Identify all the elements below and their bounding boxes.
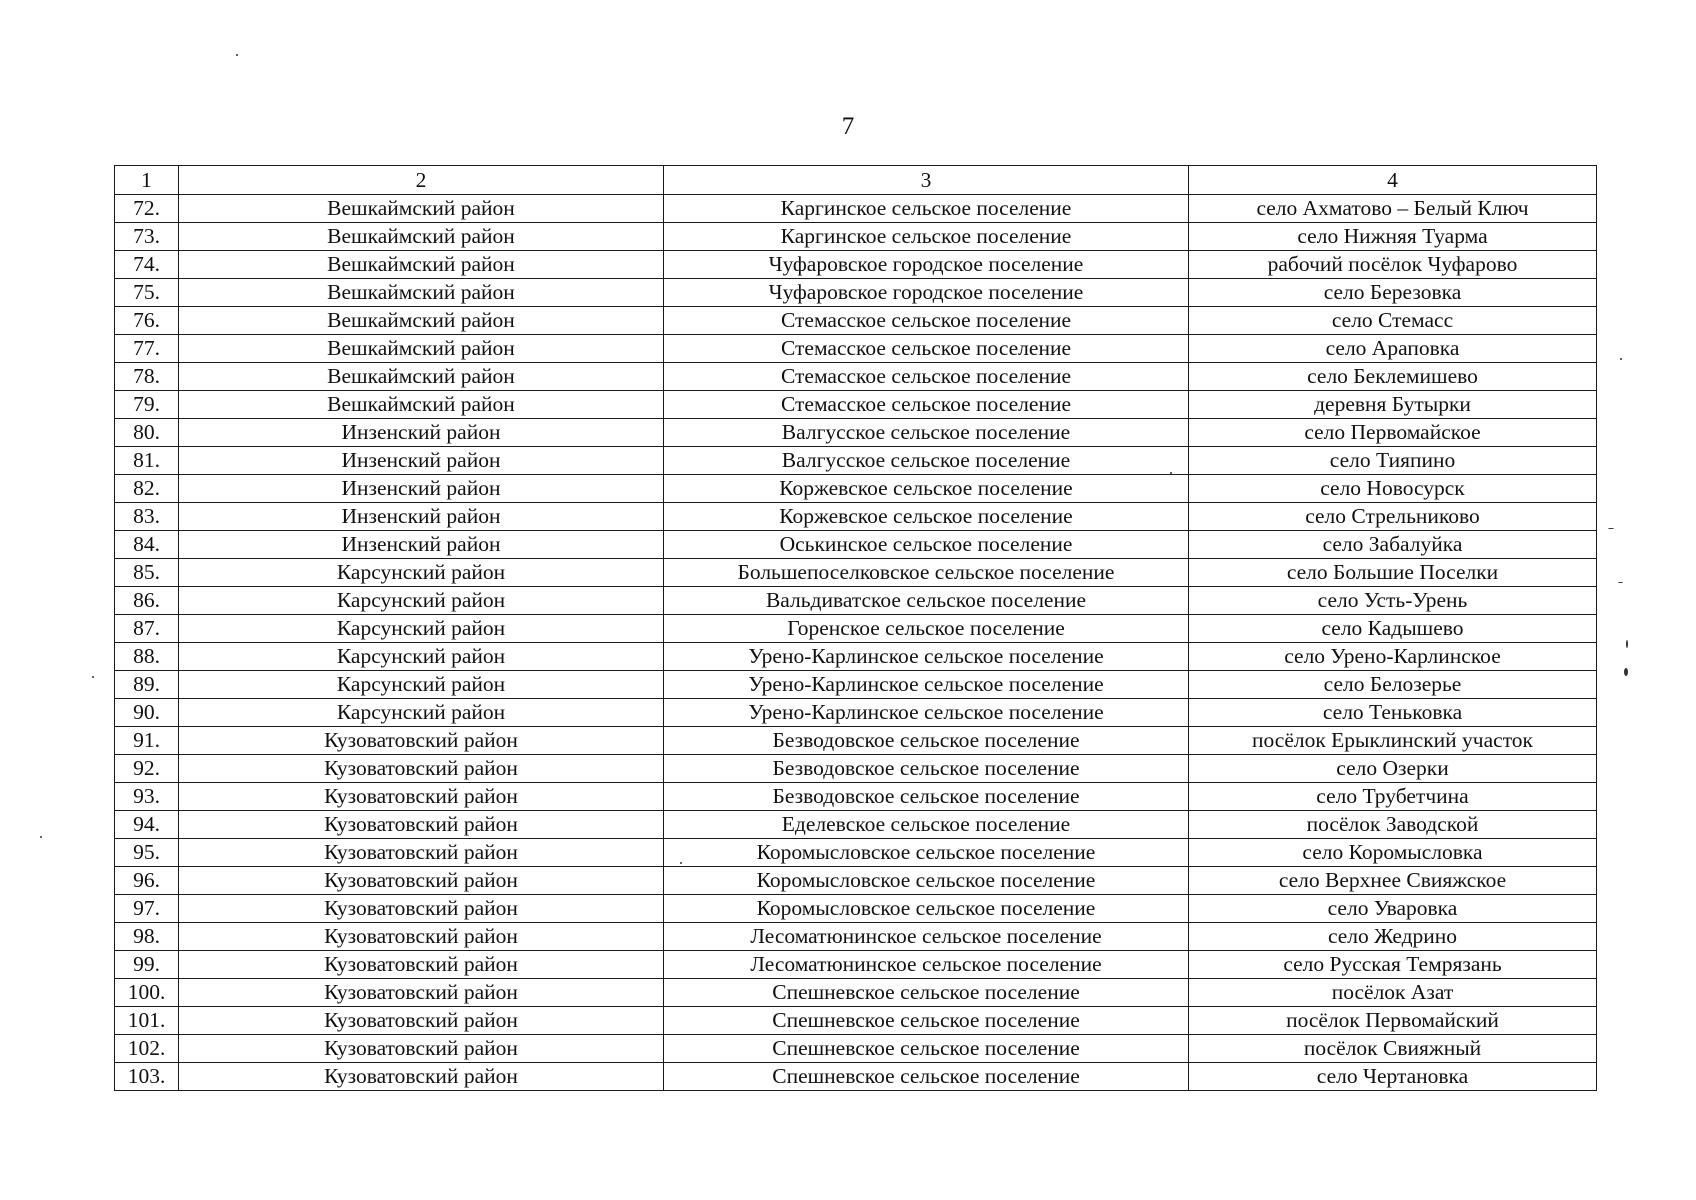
- locality-cell: село Урено-Карлинское: [1189, 643, 1597, 671]
- table-row: [115, 923, 1597, 951]
- settlement-cell: Безводовское сельское поселение: [664, 783, 1189, 811]
- district-cell: Инзенский район: [179, 475, 664, 503]
- district-cell: Инзенский район: [179, 503, 664, 531]
- table-row: [115, 587, 1597, 615]
- settlement-cell: Большепоселковское сельское поселение: [664, 559, 1189, 587]
- table-row: [115, 699, 1597, 727]
- locality-cell: село Теньковка: [1189, 699, 1597, 727]
- settlement-cell: Коромысловское сельское поселение: [664, 867, 1189, 895]
- table-row: [115, 195, 1597, 223]
- locality-cell: село Белозерье: [1189, 671, 1597, 699]
- row-number-cell: 95.: [115, 839, 179, 867]
- district-cell: Кузоватовский район: [179, 811, 664, 839]
- row-number-cell: 73.: [115, 223, 179, 251]
- district-cell: Вешкаймский район: [179, 363, 664, 391]
- settlement-cell: Каргинское сельское поселение: [664, 223, 1189, 251]
- locality-cell: село Ахматово – Белый Ключ: [1189, 195, 1597, 223]
- district-cell: Карсунский район: [179, 559, 664, 587]
- settlement-cell: Урено-Карлинское сельское поселение: [664, 643, 1189, 671]
- locality-cell: село Стемасс: [1189, 307, 1597, 335]
- row-number-cell: 83.: [115, 503, 179, 531]
- row-number-cell: 92.: [115, 755, 179, 783]
- settlement-cell: Коржевское сельское поселение: [664, 475, 1189, 503]
- scan-speck: [1618, 582, 1623, 583]
- district-cell: Кузоватовский район: [179, 727, 664, 755]
- settlement-cell: Валгусское сельское поселение: [664, 447, 1189, 475]
- locality-cell: село Кадышево: [1189, 615, 1597, 643]
- row-number-cell: 99.: [115, 951, 179, 979]
- settlement-cell: Еделевское сельское поселение: [664, 811, 1189, 839]
- district-cell: Вешкаймский район: [179, 391, 664, 419]
- district-cell: Инзенский район: [179, 531, 664, 559]
- settlement-cell: Горенское сельское поселение: [664, 615, 1189, 643]
- locality-cell: деревня Бутырки: [1189, 391, 1597, 419]
- settlement-cell: Спешневское сельское поселение: [664, 1007, 1189, 1035]
- table-row: [115, 251, 1597, 279]
- table-row: [115, 1063, 1597, 1091]
- row-number-cell: 101.: [115, 1007, 179, 1035]
- row-number-cell: 88.: [115, 643, 179, 671]
- locality-cell: село Араповка: [1189, 335, 1597, 363]
- header-cell-4: 4: [1189, 166, 1597, 195]
- locality-cell: село Беклемишево: [1189, 363, 1597, 391]
- settlement-cell: Чуфаровское городское поселение: [664, 279, 1189, 307]
- table-row: [115, 419, 1597, 447]
- locality-cell: село Забалуйка: [1189, 531, 1597, 559]
- table-row: [115, 811, 1597, 839]
- row-number-cell: 97.: [115, 895, 179, 923]
- table-row: [115, 447, 1597, 475]
- header-cell-2: 2: [179, 166, 664, 195]
- locality-cell: село Березовка: [1189, 279, 1597, 307]
- row-number-cell: 78.: [115, 363, 179, 391]
- district-cell: Кузоватовский район: [179, 951, 664, 979]
- district-cell: Кузоватовский район: [179, 867, 664, 895]
- district-cell: Кузоватовский район: [179, 755, 664, 783]
- district-cell: Кузоватовский район: [179, 839, 664, 867]
- district-cell: Кузоватовский район: [179, 1063, 664, 1091]
- locality-cell: посёлок Свияжный: [1189, 1035, 1597, 1063]
- scan-speck: [1170, 472, 1172, 474]
- district-cell: Кузоватовский район: [179, 1035, 664, 1063]
- row-number-cell: 82.: [115, 475, 179, 503]
- settlement-cell: Безводовское сельское поселение: [664, 755, 1189, 783]
- locality-cell: село Первомайское: [1189, 419, 1597, 447]
- locality-cell: село Новосурск: [1189, 475, 1597, 503]
- row-number-cell: 77.: [115, 335, 179, 363]
- locality-cell: село Верхнее Свияжское: [1189, 867, 1597, 895]
- row-number-cell: 74.: [115, 251, 179, 279]
- locality-cell: село Уваровка: [1189, 895, 1597, 923]
- locality-cell: рабочий посёлок Чуфарово: [1189, 251, 1597, 279]
- table-row: [115, 727, 1597, 755]
- locality-cell: село Жедрино: [1189, 923, 1597, 951]
- settlement-cell: Урено-Карлинское сельское поселение: [664, 671, 1189, 699]
- settlement-cell: Спешневское сельское поселение: [664, 1063, 1189, 1091]
- settlement-cell: Каргинское сельское поселение: [664, 195, 1189, 223]
- table-row: [115, 531, 1597, 559]
- settlement-cell: Стемасское сельское поселение: [664, 335, 1189, 363]
- settlement-cell: Лесоматюнинское сельское поселение: [664, 923, 1189, 951]
- table-row: [115, 1007, 1597, 1035]
- scan-speck: [92, 676, 94, 678]
- settlement-cell: Стемасское сельское поселение: [664, 391, 1189, 419]
- table-body: [115, 195, 1597, 1091]
- district-cell: Инзенский район: [179, 419, 664, 447]
- scan-speck: [680, 862, 682, 864]
- row-number-cell: 80.: [115, 419, 179, 447]
- locality-cell: село Русская Темрязань: [1189, 951, 1597, 979]
- row-number-cell: 75.: [115, 279, 179, 307]
- header-row: [115, 166, 1597, 195]
- header-cell-1: 1: [115, 166, 179, 195]
- settlement-cell: Спешневское сельское поселение: [664, 1035, 1189, 1063]
- table-row: [115, 363, 1597, 391]
- locality-cell: посёлок Азат: [1189, 979, 1597, 1007]
- settlement-cell: Коромысловское сельское поселение: [664, 895, 1189, 923]
- district-cell: Кузоватовский район: [179, 923, 664, 951]
- locality-cell: посёлок Первомайский: [1189, 1007, 1597, 1035]
- row-number-cell: 76.: [115, 307, 179, 335]
- table-row: [115, 307, 1597, 335]
- table-row: [115, 951, 1597, 979]
- settlement-cell: Стемасское сельское поселение: [664, 363, 1189, 391]
- district-cell: Кузоватовский район: [179, 783, 664, 811]
- table-row: [115, 979, 1597, 1007]
- settlement-cell: Урено-Карлинское сельское поселение: [664, 699, 1189, 727]
- scan-speck: [1608, 528, 1614, 529]
- row-number-cell: 100.: [115, 979, 179, 1007]
- district-cell: Инзенский район: [179, 447, 664, 475]
- locality-cell: село Чертановка: [1189, 1063, 1597, 1091]
- district-cell: Кузоватовский район: [179, 895, 664, 923]
- settlement-cell: Чуфаровское городское поселение: [664, 251, 1189, 279]
- district-cell: Вешкаймский район: [179, 279, 664, 307]
- district-cell: Вешкаймский район: [179, 307, 664, 335]
- locality-cell: село Стрельниково: [1189, 503, 1597, 531]
- settlement-cell: Спешневское сельское поселение: [664, 979, 1189, 1007]
- row-number-cell: 102.: [115, 1035, 179, 1063]
- row-number-cell: 79.: [115, 391, 179, 419]
- settlement-cell: Вальдиватское сельское поселение: [664, 587, 1189, 615]
- row-number-cell: 86.: [115, 587, 179, 615]
- scan-speck: [1626, 640, 1628, 648]
- table-row: [115, 391, 1597, 419]
- locality-cell: посёлок Ерыклинский участок: [1189, 727, 1597, 755]
- district-cell: Карсунский район: [179, 671, 664, 699]
- settlement-cell: Коромысловское сельское поселение: [664, 839, 1189, 867]
- table-row: [115, 755, 1597, 783]
- row-number-cell: 94.: [115, 811, 179, 839]
- table-row: [115, 1035, 1597, 1063]
- row-number-cell: 91.: [115, 727, 179, 755]
- locality-cell: село Нижняя Туарма: [1189, 223, 1597, 251]
- table-row: [115, 475, 1597, 503]
- row-number-cell: 93.: [115, 783, 179, 811]
- row-number-cell: 72.: [115, 195, 179, 223]
- settlement-cell: Валгусское сельское поселение: [664, 419, 1189, 447]
- locality-cell: село Озерки: [1189, 755, 1597, 783]
- row-number-cell: 81.: [115, 447, 179, 475]
- district-cell: Вешкаймский район: [179, 195, 664, 223]
- table-row: [115, 867, 1597, 895]
- row-number-cell: 84.: [115, 531, 179, 559]
- district-cell: Кузоватовский район: [179, 1007, 664, 1035]
- scan-speck: [1620, 358, 1622, 360]
- district-cell: Кузоватовский район: [179, 979, 664, 1007]
- row-number-cell: 98.: [115, 923, 179, 951]
- district-cell: Карсунский район: [179, 615, 664, 643]
- locality-cell: село Трубетчина: [1189, 783, 1597, 811]
- district-cell: Карсунский район: [179, 587, 664, 615]
- table-row: [115, 643, 1597, 671]
- locality-cell: посёлок Заводской: [1189, 811, 1597, 839]
- table-row: [115, 895, 1597, 923]
- scan-speck: [1624, 668, 1628, 676]
- table-row: [115, 615, 1597, 643]
- locality-cell: село Тияпино: [1189, 447, 1597, 475]
- row-number-cell: 96.: [115, 867, 179, 895]
- settlement-cell: Стемасское сельское поселение: [664, 307, 1189, 335]
- table-row: [115, 279, 1597, 307]
- settlement-cell: Оськинское сельское поселение: [664, 531, 1189, 559]
- locality-cell: село Усть-Урень: [1189, 587, 1597, 615]
- settlement-cell: Лесоматюнинское сельское поселение: [664, 951, 1189, 979]
- table-row: [115, 671, 1597, 699]
- district-cell: Вешкаймский район: [179, 251, 664, 279]
- table-row: [115, 335, 1597, 363]
- table-row: [115, 559, 1597, 587]
- table-header: [115, 166, 1597, 195]
- row-number-cell: 103.: [115, 1063, 179, 1091]
- header-cell-3: 3: [664, 166, 1189, 195]
- table-row: [115, 783, 1597, 811]
- row-number-cell: 87.: [115, 615, 179, 643]
- district-cell: Вешкаймский район: [179, 223, 664, 251]
- locality-cell: село Большие Поселки: [1189, 559, 1597, 587]
- row-number-cell: 85.: [115, 559, 179, 587]
- row-number-cell: 89.: [115, 671, 179, 699]
- table-row: [115, 503, 1597, 531]
- settlements-table: [114, 165, 1597, 1091]
- district-cell: Вешкаймский район: [179, 335, 664, 363]
- settlement-cell: Безводовское сельское поселение: [664, 727, 1189, 755]
- scan-speck: [40, 836, 42, 838]
- district-cell: Карсунский район: [179, 643, 664, 671]
- table-row: [115, 839, 1597, 867]
- row-number-cell: 90.: [115, 699, 179, 727]
- table-row: [115, 223, 1597, 251]
- settlement-cell: Коржевское сельское поселение: [664, 503, 1189, 531]
- district-cell: Карсунский район: [179, 699, 664, 727]
- page-number: 7: [841, 113, 855, 140]
- locality-cell: село Коромысловка: [1189, 839, 1597, 867]
- scan-speck: [236, 54, 238, 56]
